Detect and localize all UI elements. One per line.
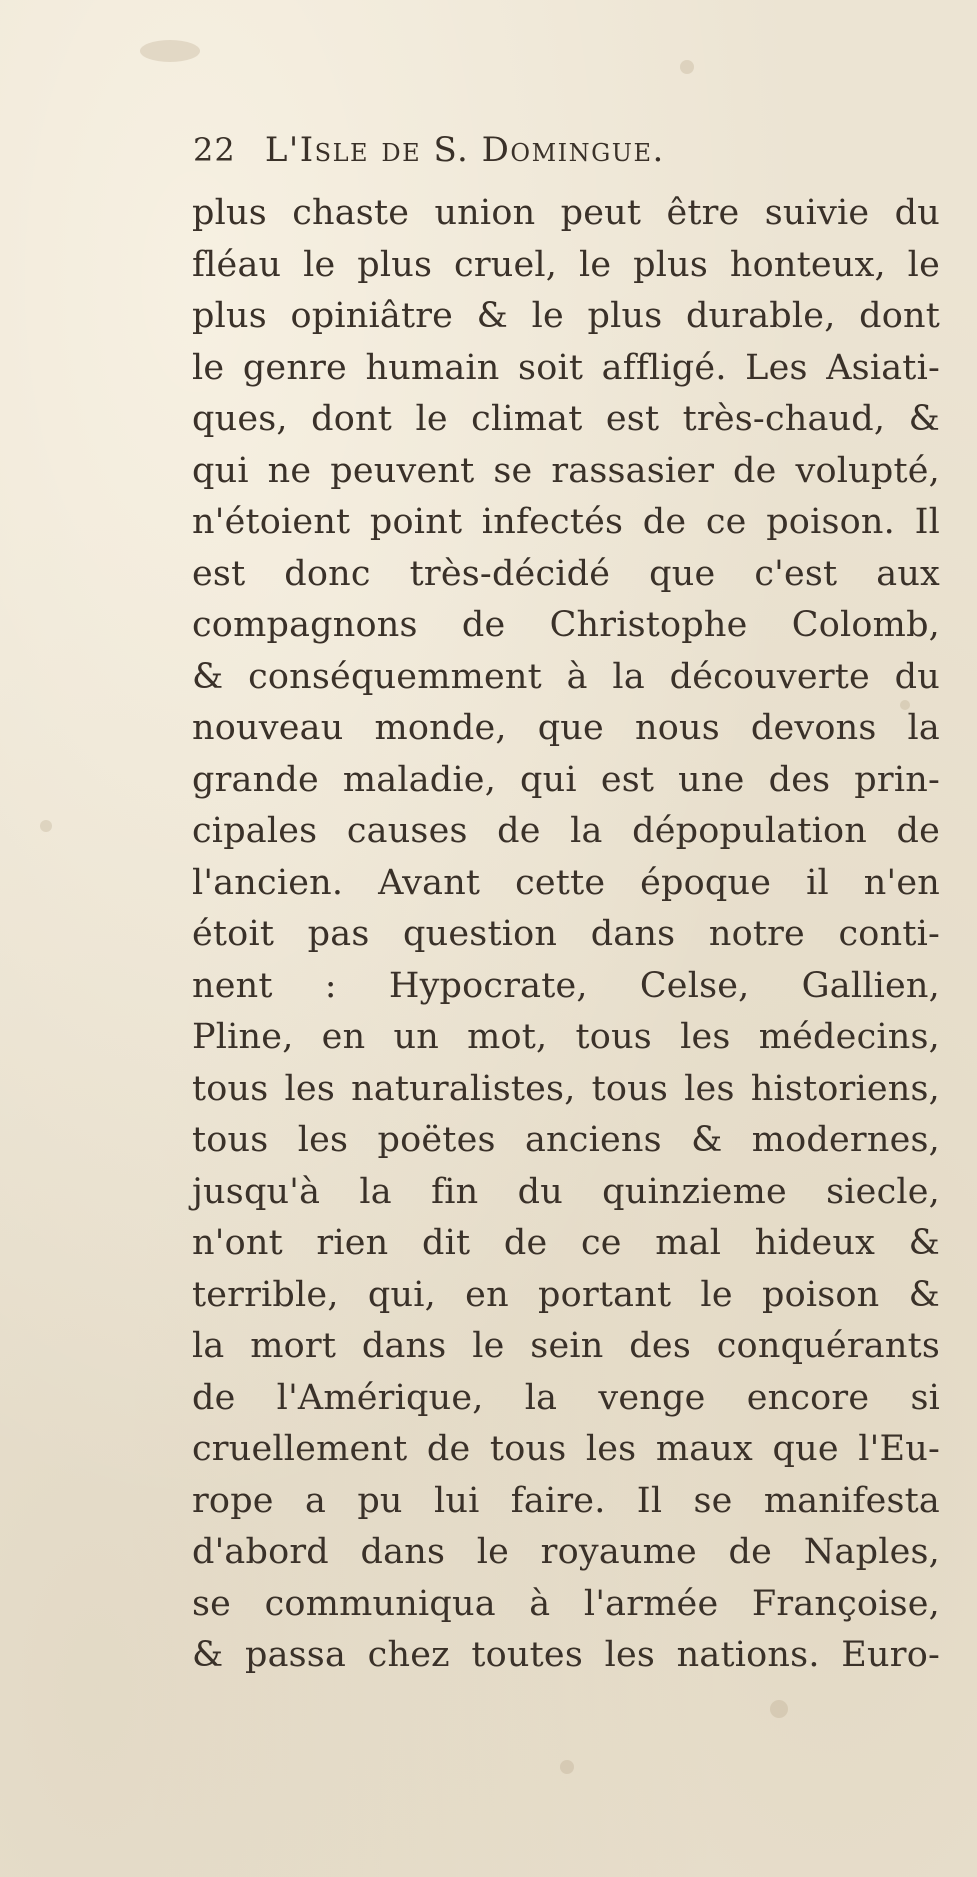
text-line: est donc très-décidé que c'est aux [192,553,940,594]
text-line: rope a pu lui faire. Il se manifesta [192,1480,940,1521]
text-line: de l'Amérique, la venge encore si [192,1377,940,1418]
text-line: tous les poëtes anciens & modernes, [192,1120,940,1160]
text-line: tous les naturalistes, tous les historiens, [192,1068,940,1109]
text-line: terrible, qui, en portant le poison & [192,1274,940,1315]
text-line: n'ont rien dit de ce mal hideux & [192,1223,940,1263]
text-line: cruellement de tous les maux que l'Eu- [192,1429,940,1469]
text-line: plus opiniâtre & le plus durable, dont [192,296,940,336]
text-line: d'abord dans le royaume de Naples, [192,1532,940,1572]
paper-stain [560,1760,574,1774]
text-line: ques, dont le climat est très-chaud, & [192,399,940,439]
text-line: & conséquemment à la découverte du [192,656,940,697]
text-line: & passa chez toutes les nations. Euro- [192,1635,940,1675]
text-line: n'étoient point infectés de ce poison. Il [192,502,940,542]
text-line: fléau le plus cruel, le plus honteux, le [192,244,940,285]
text-line: compagnons de Christophe Colomb, [192,605,940,645]
text-line: étoit pas question dans notre conti- [192,914,940,954]
page-number: 22 [193,131,236,169]
paper-stain [40,820,52,832]
running-title: L'Isle de S. Domingue. [264,130,665,170]
text-line: grande maladie, qui est une des prin- [192,759,940,800]
text-line: cipales causes de la dépopulation de [192,811,940,851]
text-line: la mort dans le sein des conquérants [192,1326,940,1366]
text-line: se communiqua à l'armée Françoise, [192,1583,940,1624]
text-line: le genre humain soit affligé. Les Asiati- [192,347,940,388]
text-line: plus chaste union peut être suivie du [192,193,940,233]
paper-stain [140,40,200,62]
paper-stain [680,60,694,74]
text-line: qui ne peuvent se rassasier de volupté, [192,450,940,491]
text-line: nent : Hypocrate, Celse, Gallien, [192,965,940,1006]
paper-stain [770,1700,788,1718]
page-header [193,130,913,186]
text-line: Pline, en un mot, tous les médecins, [192,1017,940,1057]
text-line: l'ancien. Avant cette époque il n'en [192,862,940,903]
text-line: jusqu'à la fin du quinzieme siecle, [192,1171,940,1212]
body-text [192,188,940,1682]
text-line: nouveau monde, que nous devons la [192,708,940,748]
